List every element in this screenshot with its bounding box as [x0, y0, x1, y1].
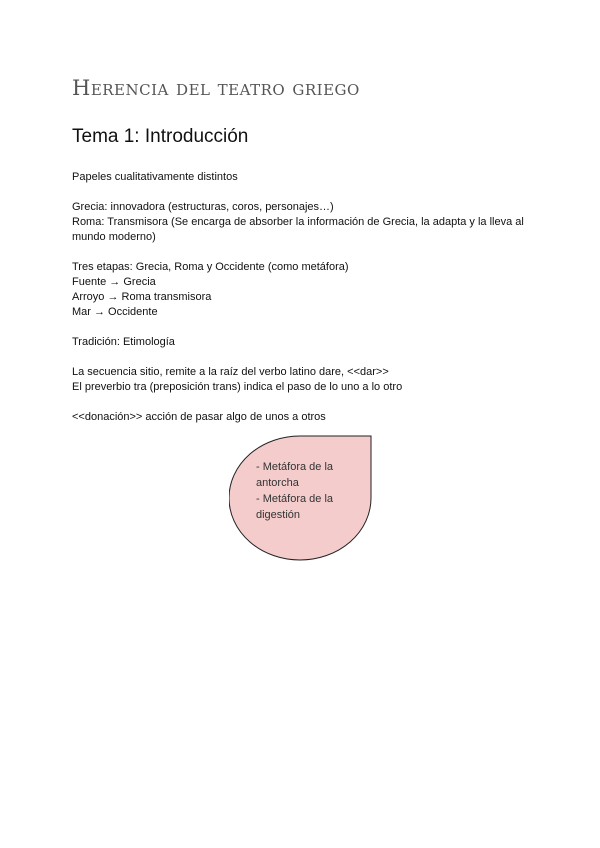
paragraph-spacer	[72, 320, 532, 335]
callout-line-antorcha: - Metáfora de la antorcha	[256, 461, 334, 489]
paragraph-roma: Roma: Transmisora (Se encarga de absorber la información de Grecia, la adapta y la lleva al mundo moderno)	[72, 216, 524, 243]
document-body	[72, 170, 532, 425]
list-item-mar: Mar → Occidente	[72, 306, 158, 318]
paragraph-grecia: Grecia: innovadora (estructuras, coros, personajes…)	[72, 201, 334, 213]
paragraph-secuencia: La secuencia sitio, remite a la raíz del verbo latino dare, <<dar>>	[72, 366, 389, 378]
paragraph-spacer	[72, 245, 532, 260]
callout-text	[256, 459, 368, 523]
callout-line-digestion: - Metáfora de la digestión	[256, 493, 334, 521]
paragraph-spacer	[72, 350, 532, 365]
paragraph-tres-etapas: Tres etapas: Grecia, Roma y Occidente (como metáfora)	[72, 261, 349, 273]
paragraph-preverbio: El preverbio tra (preposición trans) indica el paso de lo uno a lo otro	[72, 381, 403, 393]
section-heading: Tema 1: Introducción	[72, 126, 249, 147]
paragraph-spacer	[72, 185, 532, 200]
document-title: Herencia del teatro griego	[72, 76, 360, 100]
list-item-fuente: Fuente → Grecia	[72, 276, 156, 288]
paragraph-tradicion: Tradición: Etimología	[72, 336, 175, 348]
paragraph-roles: Papeles cualitativamente distintos	[72, 171, 238, 183]
paragraph-spacer	[72, 395, 532, 410]
teardrop-callout	[229, 435, 372, 562]
list-item-arroyo: Arroyo → Roma transmisora	[72, 291, 212, 303]
paragraph-donacion: <<donación>> acción de pasar algo de unos a otros	[72, 411, 326, 423]
